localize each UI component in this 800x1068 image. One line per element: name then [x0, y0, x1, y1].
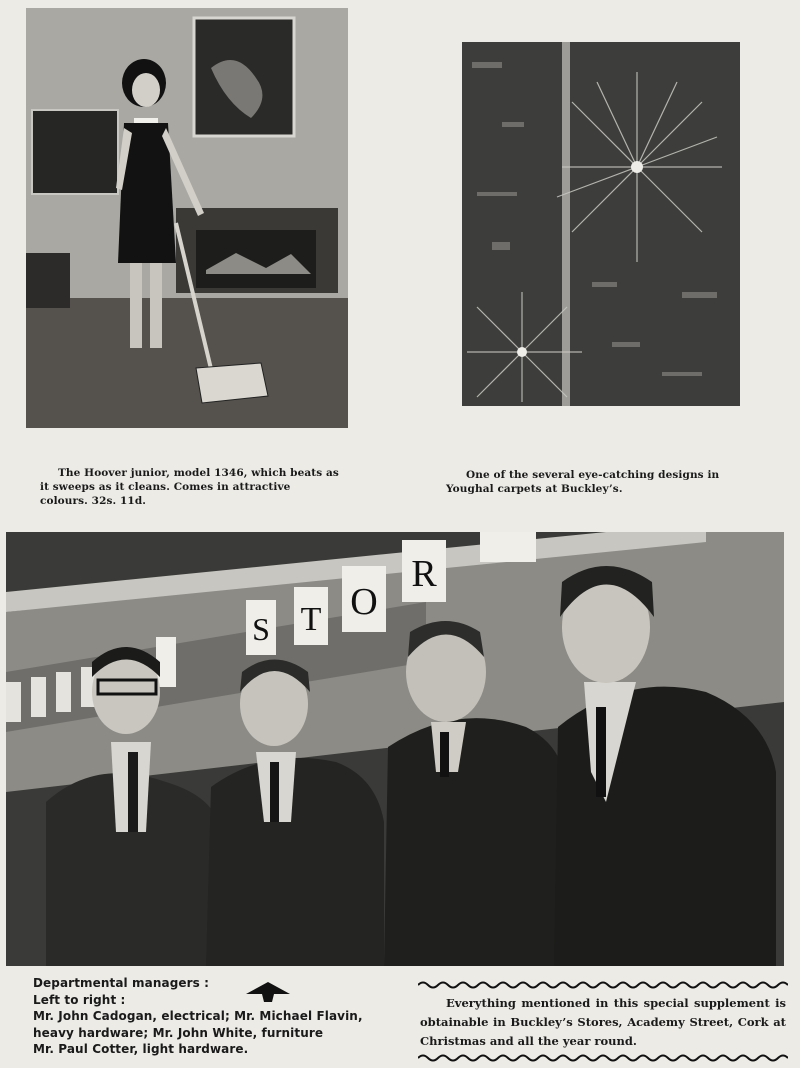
svg-text:S: S: [252, 611, 270, 647]
managers-caption-line-1: Mr. John Cadogan, electrical; Mr. Michael Flavin,: [33, 1009, 363, 1023]
svg-text:O: O: [350, 581, 378, 623]
arrow-up-icon: [244, 980, 292, 1002]
wavy-rule-top: [418, 980, 788, 990]
managers-photo: [6, 532, 784, 966]
managers-caption-line-3: Mr. Paul Cotter, light hardware.: [33, 1042, 249, 1056]
managers-caption: [33, 975, 363, 1058]
svg-text:T: T: [300, 601, 322, 638]
hoover-photo: [26, 8, 348, 428]
wavy-rule-bottom: [418, 1053, 788, 1063]
footer-notice: [418, 980, 788, 1063]
managers-caption-line-2: heavy hardware; Mr. John White, furniture: [33, 1025, 324, 1040]
managers-caption-subtitle: Left to right :: [33, 992, 126, 1007]
managers-caption-title: Departmental managers :: [33, 976, 210, 990]
hoover-caption: The Hoover junior, model 1346, which beats as it sweeps as it cleans. Comes in attractive colours. 32s. 11d.: [40, 466, 339, 507]
footer-text: Everything mentioned in this special supplement is obtainable in Buckley’s Stores, Academy Street, Cork at Christmas and all the year round.: [420, 996, 786, 1048]
sign-letter-5: [480, 532, 536, 562]
carpet-photo: [462, 42, 740, 406]
carpet-caption: One of the several eye-catching designs in Youghal carpets at Buckley’s.: [446, 468, 720, 495]
svg-text:R: R: [411, 553, 437, 595]
